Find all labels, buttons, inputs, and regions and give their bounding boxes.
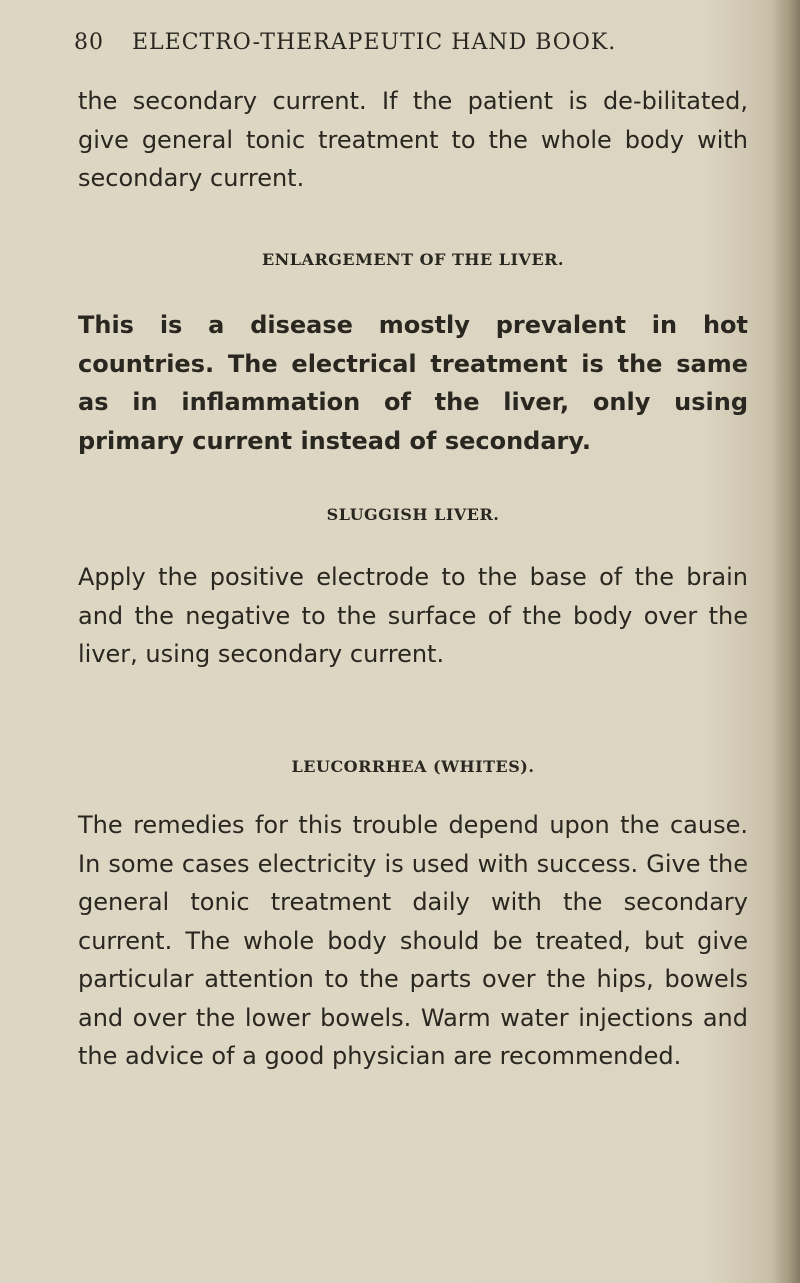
running-title: ELECTRO-THERAPEUTIC HAND BOOK. (132, 30, 617, 55)
heading-sluggish-liver: SLUGGISH LIVER. (326, 505, 500, 524)
running-head (74, 30, 714, 70)
enlargement-paragraph: This is a disease mostly prevalent in hot countries. The electrical treatment is the same as in inflammation of the liver, only using primary current instead of secondary. (78, 311, 748, 455)
heading-leucorrhea: LEUCORRHEA (WHITES). (291, 757, 535, 776)
leucorrhea-paragraph: The remedies for this trouble depend upon the cause. In some cases electricity is used with success. Give the general tonic treatment daily with the secondary current. The whole body should be treated, but give particular attention to the parts over the hips, bowels and over the lower bowels. Warm water injections and the advice of a good physician are recommended. (78, 811, 748, 1070)
continuation-paragraph: the secondary current. If the patient is de-bilitated, give general tonic treatment to the whole body with secondary current. (78, 87, 748, 192)
page-edge-shadow (772, 0, 800, 1283)
page-number: 80 (74, 30, 104, 55)
heading-enlargement-of-liver: ENLARGEMENT OF THE LIVER. (261, 250, 564, 269)
sluggish-paragraph: Apply the positive electrode to the base of the brain and the negative to the surface of the body over the liver, using secondary current. (78, 563, 748, 668)
